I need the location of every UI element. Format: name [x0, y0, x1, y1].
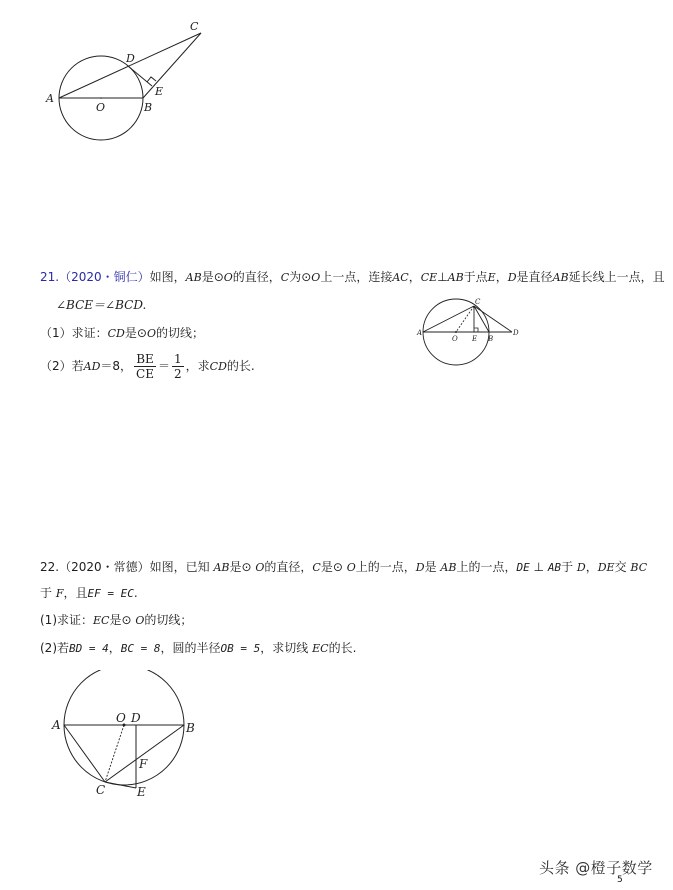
label-O: O	[452, 335, 458, 343]
q22-stem-line1: 22.（2020・常德）如图，已知 AB是⊙ O的直径，C是⊙ O上的一点，D是 AB上的一点，DE ⊥ AB于 D，DE交 BC	[40, 560, 648, 574]
q22-part1: (1)求证：EC是⊙ O的切线；	[40, 613, 193, 627]
label-O: O	[116, 711, 126, 725]
label-D: D	[131, 711, 141, 725]
label-D: D	[513, 329, 519, 337]
label-A: A	[52, 718, 61, 732]
q21-number: 21.	[40, 270, 60, 284]
q21-stem-line1: 21.（2020・铜仁）如图，AB是⊙O的直径，C为⊙O上一点，连接AC，CE⊥AB于点E，D是直径AB延长线上一点，且	[40, 270, 665, 284]
label-B: B	[186, 721, 195, 735]
q22-part2: (2)若BD = 4，BC = 8，圆的半径OB = 5，求切线 EC的长.	[40, 641, 357, 655]
figure-top-geometry	[30, 10, 230, 150]
fraction-be-ce: $\frac{BE}{CE}$	[136, 352, 154, 381]
label-B: B	[144, 101, 153, 114]
label-D: D	[126, 52, 135, 65]
label-E: E	[472, 335, 478, 343]
label-C: C	[190, 20, 199, 33]
q22-source: （2020・常德）	[59, 560, 150, 574]
watermark: 头条 @橙子数学	[539, 859, 653, 877]
page-number: 5	[617, 875, 623, 885]
label-B: B	[488, 335, 494, 343]
figure-q21-geometry	[410, 290, 540, 370]
q21-part2: （2）若AD＝8， $\frac{BE}{CE}$ ＝ $\frac{1}{2}$ ，求CD的长.	[40, 352, 255, 381]
label-E: E	[137, 785, 146, 799]
label-A: A	[417, 329, 423, 337]
label-F: F	[139, 757, 148, 771]
figure-q22-geometry	[40, 670, 210, 810]
label-C: C	[475, 298, 481, 306]
label-E: E	[155, 85, 164, 98]
q21-condition: ∠BCE＝∠BCD.	[56, 298, 147, 312]
q22-stem-line2: 于 F，且EF = EC.	[40, 586, 138, 600]
q21-part1: （1）求证：CD是⊙O的切线；	[40, 326, 204, 340]
label-O: O	[96, 101, 106, 114]
label-C: C	[96, 783, 106, 797]
q22-number: 22.	[40, 560, 60, 574]
label-A: A	[46, 92, 54, 105]
fraction-one-half: $\frac{1}{2}$	[174, 352, 182, 381]
q21-source: （2020・铜仁）	[59, 270, 150, 284]
